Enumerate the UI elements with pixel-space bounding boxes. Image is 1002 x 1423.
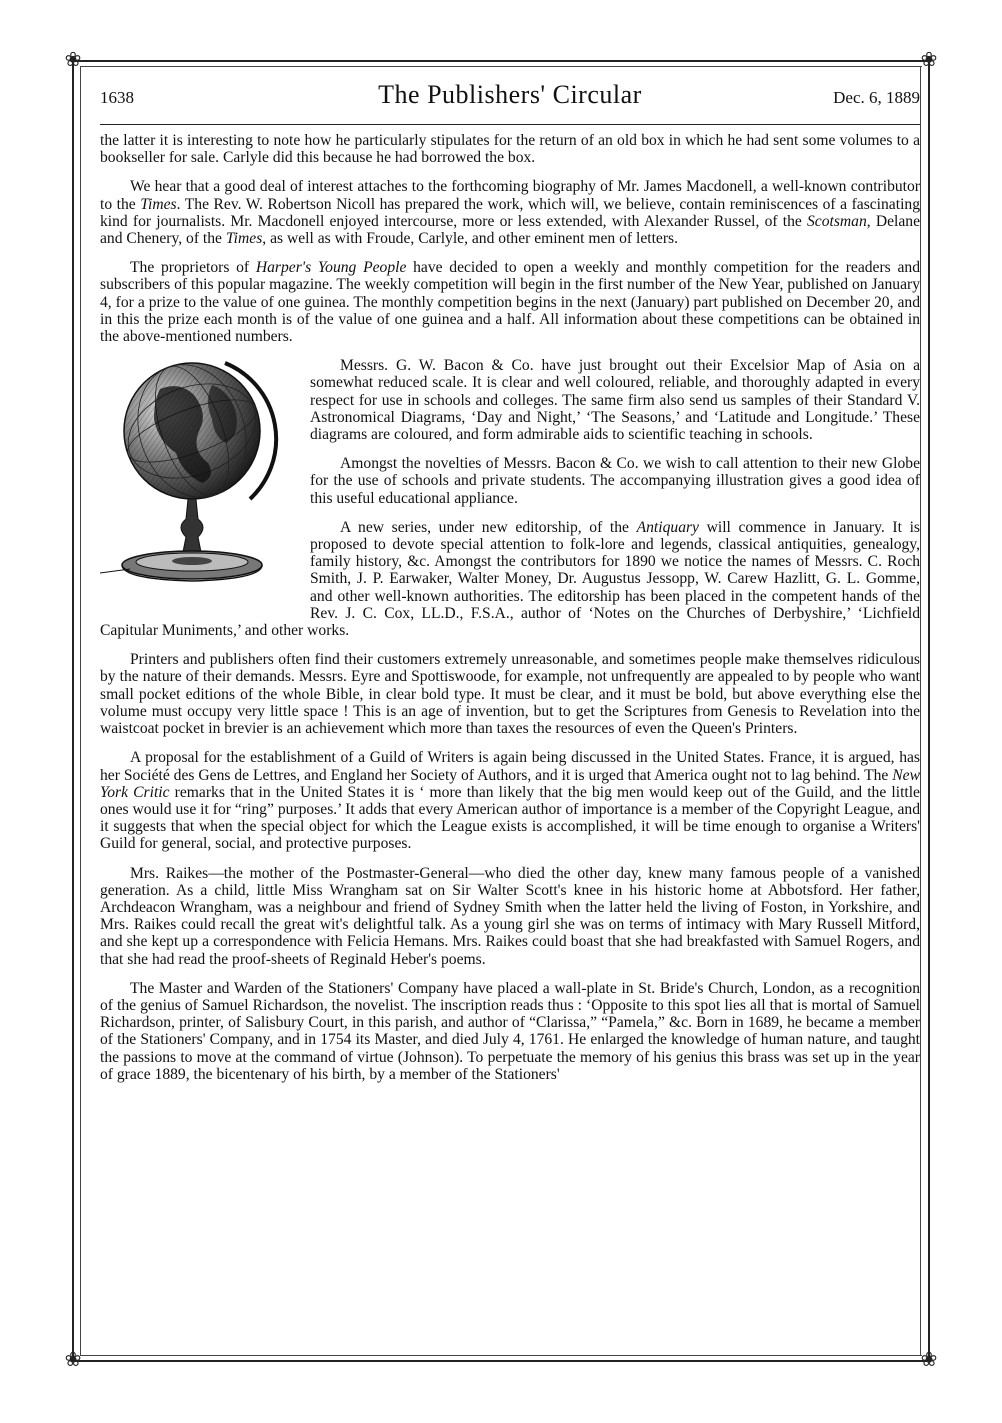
- article-macdonell: We hear that a good deal of interest attaches to the forthcoming biography of Mr. James Macdonell, a well-known contributor to the Times. The Rev. W. Robertson Nicoll has prepared the work, which will, we believe, contain reminiscences of a fascinating kind for journalists. Mr. Macdonell enjoyed intercourse, more or less extended, with Alexander Russel, of the Scotsman, Delane and Chenery, of the Times, as well as with Froude, Carlyle, and other eminent men of letters.: [100, 178, 921, 248]
- border-left-inner-rule: [80, 66, 81, 1355]
- corner-ornament-icon: ❀: [920, 49, 938, 71]
- page-title: The Publishers' Circular: [378, 80, 642, 109]
- border-right-inner-rule: [920, 66, 921, 1355]
- article-bacon-map: Messrs. G. W. Bacon & Co. have just brought out their Excelsior Map of Asia on a somewhat reduced scale. It is clear and well coloured, reliable, and thoroughly adapted in every respect for use in schools and colleges. The same firm also send us samples of their Standard V. Astronomical Diagrams, ‘Day and Night,’ ‘The Seasons,’ and ‘Latitude and Longitude.’ These diagrams are coloured, and form admirable aids to scientific teaching in schools.: [310, 357, 920, 444]
- article-bacon-globe: Amongst the novelties of Messrs. Bacon & Co. we wish to call attention to their new Globe for the use of schools and private students. The accompanying illustration gives a good idea of this useful educational appliance.: [310, 455, 920, 507]
- page-body: [100, 132, 920, 1095]
- article-printers: Printers and publishers often find their customers extremely unreasonable, and sometimes people make themselves ridiculous by the nature of their demands. Messrs. Eyre and Spottiswoode, for example, not unfrequently are appealed to by people who want small pocket editions of the whole Bible, in clear bold type. It must be clear, and it must be bold, but above everything else the volume must occupy very little space ! This is an age of invention, but to get the Scriptures from Genesis to Revelation into the waistcoat pocket in brevier is an achievement which more than taxes the resources of even the Queen's Printers.: [100, 651, 920, 738]
- article-antiquary: A new series, under new editorship, of the Antiquary will commence in January. It is proposed to devote special attention to folk-lore and legends, classical antiquities, genealogy, family history, &c. Amongst the contributors for 1890 we notice the names of Messrs. C. Roch Smith, J. P. Earwaker, Walter Money, Dr. Augustus Jessopp, W. Carew Hazlitt, G. L. Gomme, and other well-known authorities. The editorship has been placed in the competent hands of the Rev. J. C. Cox, LL.D., F.S.A., author of ‘Notes on the Churches of Derbyshire,’ ‘Lichfield Capitular Muniments,’ and other works.: [100, 518, 920, 640]
- border-right-rule: [928, 60, 930, 1360]
- border-bottom-inner-rule: [80, 1355, 922, 1356]
- border-top-rule: [72, 60, 930, 62]
- border-bottom-rule: [72, 1360, 930, 1362]
- border-top-inner-rule: [80, 66, 922, 67]
- corner-ornament-icon: ❀: [920, 1349, 938, 1371]
- border-left-rule: [72, 60, 74, 1360]
- article-carlyle: the latter it is interesting to note how he particularly stipulates for the return of an old box in which he had sent some volumes to a bookseller for sale. Carlyle did this because he had borrowed the box.: [100, 132, 920, 167]
- page-number: 1638: [100, 88, 134, 107]
- article-harpers: The proprietors of Harper's Young People have decided to open a weekly and monthly competition for the readers and subscribers of this popular magazine. The weekly competition will begin in the first number of the New Year, published on January 4, for a prize to the value of one guinea. The monthly competition begins in the next (January) part published on December 20, and in this the prize each month is of the value of one guinea and a half. All information about these competitions can be obtained in the above-mentioned numbers.: [100, 259, 920, 346]
- article-stationers: The Master and Warden of the Stationers' Company have placed a wall-plate in St. Bride's Church, London, as a recognition of the genius of Samuel Richardson, the novelist. The inscription reads thus : ‘Opposite to this spot lies all that is mortal of Samuel Richardson, printer, of Salisbury Court, in this parish, and author of “Clarissa,” “Pamela,” &c. Born in 1689, he became a member of the Stationers' Company, and in 1754 its Master, and died July 4, 1761. He enlarged the knowledge of human nature, and taught the passions to move at the command of virtue (Johnson). To perpetuate the memory of his genius this brass was set up in the year of grace 1889, the bicentenary of his birth, by a member of the Stationers': [100, 979, 920, 1083]
- header-rule: [100, 124, 920, 125]
- issue-date: Dec. 6, 1889: [833, 88, 920, 107]
- article-raikes: Mrs. Raikes—the mother of the Postmaster-General—who died the other day, knew many famous people of a vanished generation. As a child, little Miss Wrangham sat on Sir Walter Scott's knee in his historic home at Abbotsford. Her father, Archdeacon Wrangham, was a neighbour and friend of Sydney Smith when the latter held the living of Foston, in Yorkshire, and Mrs. Raikes could recall the great wit's delightful talk. As a young girl she was on terms of intimacy with Mary Russell Mitford, and she kept up a correspondence with Felicia Hemans. Mrs. Raikes could boast that she had breakfasted with Samuel Rogers, and that she had read the proof-sheets of Reginald Heber's poems.: [100, 864, 920, 968]
- running-head: [100, 80, 920, 120]
- article-guild: A proposal for the establishment of a Guild of Writers is again being discussed in the United States. France, it is argued, has her Société des Gens de Lettres, and England her Society of Authors, and it is urged that America ought not to lag behind. The New York Critic remarks that in the United States it is ‘ more than likely that the big men would keep out of the Guild, and the little ones would use it for “ring” purposes.’ It adds that every American author of importance is a member of the Copyright League, and it suggests that when the special object for which the League exists is accomplished, it will be time enough to organise a Writers' Guild for general, social, and protective purposes.: [100, 749, 920, 853]
- globe-on-stand-icon: [100, 359, 296, 599]
- corner-ornament-icon: ❀: [64, 1349, 82, 1371]
- corner-ornament-icon: ❀: [64, 49, 82, 71]
